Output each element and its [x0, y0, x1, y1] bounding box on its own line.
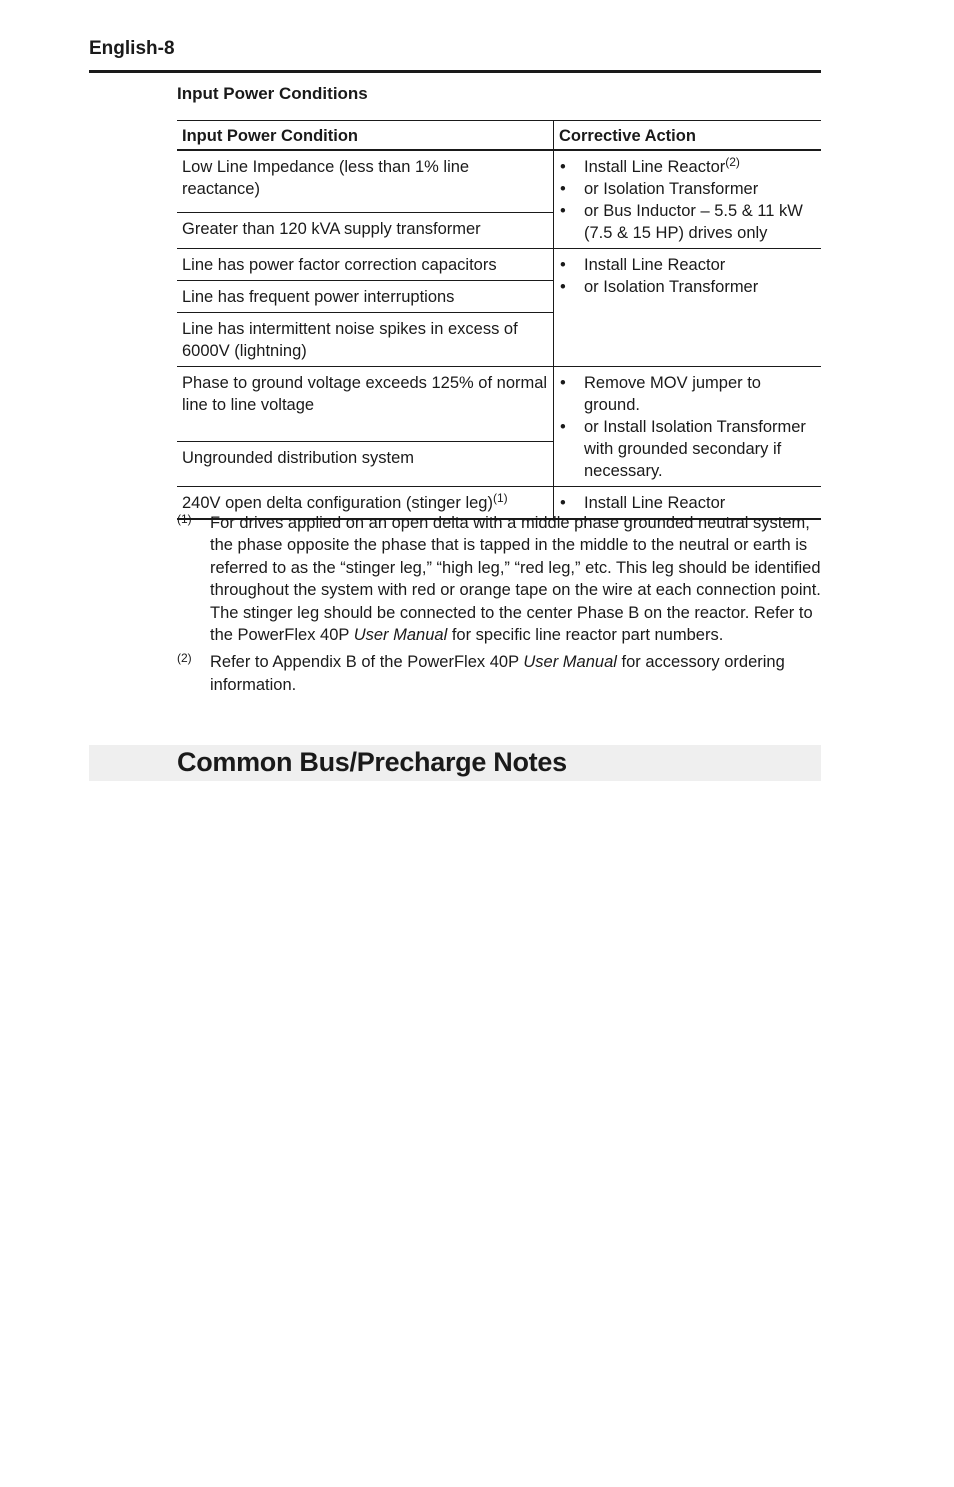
- action-item: • or Bus Inductor – 5.5 & 11 kW (7.5 & 15 HP) drives only: [559, 200, 816, 244]
- action-item-continued: with grounded secondary if necessary.: [584, 440, 782, 480]
- footnote-text-end: for specific line reactor part numbers.: [447, 626, 724, 645]
- action-item: • Remove MOV jumper to ground.: [559, 372, 816, 416]
- condition-cell: [177, 249, 554, 281]
- section-heading-band: [89, 745, 821, 781]
- condition-cell: [177, 367, 554, 442]
- action-cell: [554, 249, 822, 367]
- footnote-ref: (1): [492, 491, 508, 505]
- action-item: • or Isolation Transformer: [559, 178, 816, 200]
- action-list: [559, 372, 816, 482]
- footnote-ref: (2): [725, 155, 740, 169]
- condition-text: Phase to ground voltage exceeds 125% of normal line to line voltage: [182, 374, 548, 414]
- action-list: [559, 254, 816, 298]
- footnote-mark: (1): [177, 512, 192, 526]
- footnote-text-end: for accessory ordering information.: [210, 653, 785, 694]
- condition-text: Line has intermittent noise spikes in excess of 6000V (lightning): [182, 320, 518, 360]
- footnote-2: [177, 651, 823, 696]
- action-item: • or Install Isolation Transformer: [559, 416, 816, 438]
- table-header-row: [177, 121, 821, 151]
- footnote-mark: (2): [177, 651, 192, 666]
- footnote-italic: User Manual: [353, 626, 448, 645]
- condition-cell: [177, 313, 554, 367]
- header-input-power-condition: Input Power Condition: [177, 121, 554, 151]
- section-title: Common Bus/Precharge Notes: [177, 747, 567, 777]
- footnote-text: Refer to Appendix B of the PowerFlex 40P: [210, 653, 524, 672]
- action-cell: [554, 150, 822, 249]
- input-power-conditions-table: [177, 120, 821, 520]
- footnotes: [177, 512, 823, 701]
- condition-text: Line has power factor correction capacitors: [182, 256, 497, 274]
- condition-text: Low Line Impedance (less than 1% line reactance): [182, 158, 470, 198]
- condition-text: Ungrounded distribution system: [182, 449, 415, 468]
- footnote-1: [177, 512, 823, 646]
- action-item: • Install Line Reactor$^{(2)}$: [559, 156, 816, 178]
- action-cell: [554, 367, 822, 487]
- table-row: [177, 150, 821, 212]
- table-row: [177, 367, 821, 442]
- condition-cell: [177, 442, 554, 487]
- condition-text: 240V open delta configuration (stinger leg): [182, 494, 493, 512]
- action-list: [559, 492, 816, 514]
- table-row: [177, 249, 821, 281]
- action-item: • or Isolation Transformer: [559, 276, 816, 298]
- page-number-header: English-8: [89, 38, 821, 73]
- footnote-text: For drives applied on an open delta with a middle phase grounded neutral system, the phase opposite the phase that is tapped in the middle to the neutral or earth is referred to as the “stinger leg,” “high leg,” “red leg,” etc. This leg should be identified throughout the system with red or orange tape on the wire at each connection point. The stinger leg should be connected to the center Phase B on the reactor. Refer to the PowerFlex 40P: [210, 514, 821, 645]
- footnote-italic: User Manual: [523, 653, 617, 672]
- condition-cell: [177, 212, 554, 248]
- condition-text: Line has frequent power interruptions: [182, 288, 455, 306]
- action-list: [559, 156, 816, 244]
- table-title: Input Power Conditions: [177, 84, 368, 103]
- condition-cell: [177, 281, 554, 313]
- action-item: • Install Line Reactor: [559, 492, 816, 514]
- header-corrective-action: Corrective Action: [554, 121, 822, 151]
- condition-text: Greater than 120 kVA supply transformer: [182, 219, 481, 238]
- condition-cell: [177, 150, 554, 212]
- action-item: • Install Line Reactor: [559, 254, 816, 276]
